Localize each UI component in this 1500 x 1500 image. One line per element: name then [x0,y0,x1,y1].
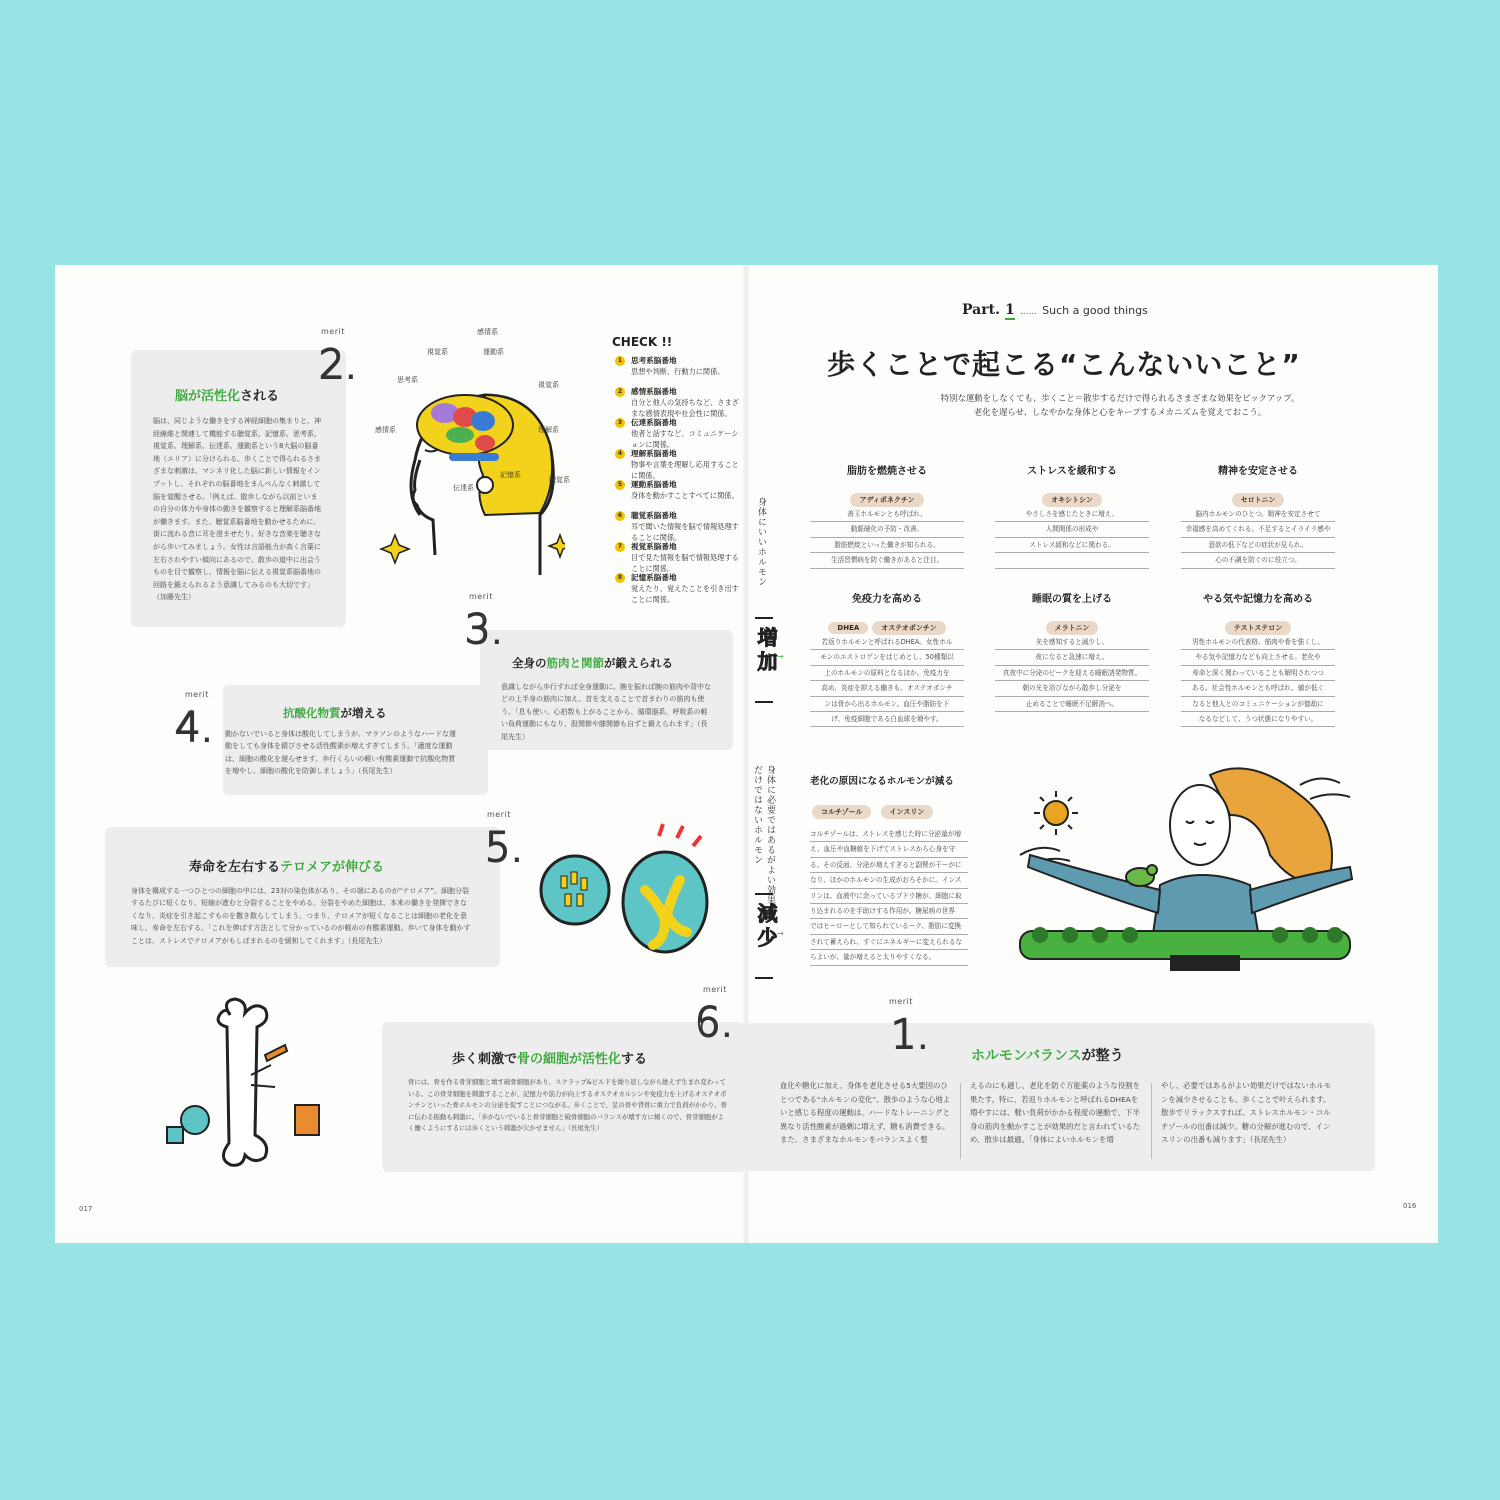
lead-text-1: 特別な運動をしなくても、歩くこと＝散歩するだけで得られるさまざまな効果をピックアップ。 [940,393,1300,403]
hormone-line [995,553,1149,568]
check-item-name: 視覚系脳番地 [631,542,677,551]
side-label-decrease-1: 身体に必要ではあるがよい効果 [765,765,775,905]
merit-6-number: 6. [695,1000,734,1046]
brain-region-label: 運動系 [483,348,504,356]
merit-1-col-2: えるのにも適し、老化を防ぐ万能薬のような役割を果たす。特に、若返りホルモンと呼ばれるDHEAを増やすには、軽い負荷がかかる程度の運動で、下半身の筋肉を動かすことが効果的だと言われているため、散歩は最適。「身体によいホルモンを増 [970,1081,1140,1145]
aging-section [810,773,970,966]
hormone-pills [992,487,1152,507]
check-item-name: 聴覚系脳番地 [631,511,677,520]
hormone-pill: DHEA [828,622,868,634]
hormone-line: 寿命と深く関わっていることも解明されつつ [1181,666,1335,681]
check-item [617,448,743,481]
sparkle-icon [381,535,565,563]
check-number-icon: 7 [615,542,625,552]
hormone-description [1181,507,1335,569]
brain-region-label: 聴覚系 [549,476,570,484]
aging-lines: コルチゾールは、ストレスを感じた時に分泌量が増 え、血圧や血糖値を下げてストレスから心身を守 る。その反面、分泌が増えすぎると副腎が干ーがに なり、ほかのホルモンの生成がおろそかに。インス リンは、血液中に余っているブドウ糖が、細胞に取 り込まれるのを手助けする作用が。糖尿病の世界 ではヒーローとして知られているーク、脂肪に変換 されて蓄えられ、すぐにエネルギーに変えられるな らよいが、量が増えると太りやすくなる。 [810,827,968,966]
hormone-title: 精神を安定させる [1218,466,1298,477]
hormone-title: やる気や記憶力を高める [1203,594,1313,605]
hormone-line: 心の不調を防ぐのに役立つ。 [1181,553,1335,568]
merit-2-label: merit [321,327,345,336]
check-number-icon: 6 [615,511,625,521]
merit-4-body: 動かないでいると身体は酸化してしまうが、マラソンのようなハードな運動をしても身体を錆びさせる活性酸素が増えすぎてしまう。「適度な運動は、細胞の酸化を遅らせます。歩行くらいの軽い有酸素運動で抗酸化物質を増やし、細胞の酸化を防御しましょう」（長尾先生） [225,730,456,776]
hormone-line: 男性ホルモンの代表格。筋肉や骨を強くし、 [1181,635,1335,650]
check-item-name: 感情系脳番地 [631,387,677,396]
merit-4-label: merit [185,690,209,699]
check-item [617,417,743,450]
hormone-description [995,635,1149,712]
side-label-decrease-2: だけではないホルモン [752,765,762,865]
brain-region-label: 感情系 [375,426,396,434]
page-title: 歩くことで起こる“こんないいこと” [827,348,1301,381]
merit-1-col-3: やし、必要ではあるがよい効果だけではないホルモンを減少させることも、歩くことで叶えられます。散歩でリラックスすれば、ストレスホルモン・コルチゾールの出番は減少。糖の分解が進むので、インスリンの出番も減ります」（長尾先生） [1161,1081,1331,1145]
hormone-line: ストレス緩和などに関わる。 [995,538,1149,553]
hormone-line: ンは骨から出るホルモン。血圧や脂肪を下 [810,697,964,712]
hormone-line: 脂肪燃焼といった働きが知られる。 [810,538,964,553]
telomere-cell-illustration [535,820,725,960]
hormone-description [1181,635,1335,727]
merit-2-title: 脳が活性化される [175,389,280,404]
page-number-left: 017 [79,1205,93,1213]
brain-region-label: 記憶系 [500,471,521,479]
check-item-desc: 身体を動かすことすべてに関係。 [631,491,739,500]
hormone-line: 意欲の低下などの症状が見られ、 [1181,538,1335,553]
check-item [617,386,743,419]
check-item-desc: 耳で聞いた情報を脳で情報処理することに関係。 [631,522,739,542]
check-item-name: 理解系脳番地 [631,449,677,458]
brain-region-label: 視覚系 [538,381,559,389]
check-number-icon: 3 [615,418,625,428]
pill-cortisol: コルチゾール [812,805,871,819]
merit-5-body: 身体を構成する一つひとつの細胞の中には、23対の染色体があり、その端にあるのが“テロメア”。細胞分裂するたびに短くなり、短縮が進むと分裂することをやめる。分裂をやめた細胞は、本来の働きを発揮できなくなり、炎症を引き起こすものを撒き散らしてしまう。つまり、テロメアが短くなることは細胞の老化を意味し、寿命を左右する。「これを伸ばす方法として分かっているのが軽めの有酸素運動。歩いて身体を動かすことは、ストレスでテロメアがもしばまれるのを緩和してくれます」（長尾先生） [131,887,471,945]
aging-title: 老化の原因になるホルモンが減る [810,776,954,787]
merit-3-number: 3. [465,607,504,653]
hormone-line: 脳内ホルモンのひとつ。精神を安定させて [1181,507,1335,522]
hormone-pills [807,615,967,635]
check-item-name: 記憶系脳番地 [631,573,677,582]
check-item-name: 伝達系脳番地 [631,418,677,427]
hormone-line: 上のホルモンの原料となるほか、免疫力を [810,666,964,681]
side-big-increase: 増加 [754,627,778,675]
hormone-line: 動脈硬化の予防・改善、 [810,522,964,537]
aging-pills [810,799,970,819]
hormone-description [810,635,964,727]
check-item [617,479,743,501]
magazine-spread [55,265,1438,1243]
check-item-desc: 自分と他人の気持ちなど、さまざまな感情表現や社会性に関係。 [631,398,739,418]
hormone-pills [1178,615,1338,635]
check-number-icon: 8 [615,573,625,583]
hormone-line: 朝の光を浴びながら散歩し分泌を [995,681,1149,696]
merit-6-title: 歩く刺激で骨の細胞が活性化する [452,1052,648,1067]
check-item-desc: 他者と話すなど、コミュニケーションに関係。 [631,429,739,449]
hormone-description [995,507,1149,569]
page-number-right: 016 [1403,1202,1417,1210]
hormone-pill: オキシトシン [1042,493,1102,507]
merit-3-title: 全身の筋肉と関節が鍛えられる [512,656,673,670]
merit-5-label: merit [487,810,511,819]
check-item [617,510,743,543]
hormone-line: 人間関係の形成や [995,522,1149,537]
merit-5-title: 寿命を左右するテロメアが伸びる [189,860,385,875]
hormone-title: 睡眠の質を上げる [1032,594,1112,605]
merit-6-body: 骨には、骨を作る骨芽細胞と壊す破骨細胞があり、スクラップ&ビルドを繰り返しながら絶えず生まれ変わっている。この骨芽細胞を刺激することが、記憶力や筋力が向上するオステオカルシンや免疫力を上げるオステオポンチンといった骨ホルモンの分泌を促すことにつながる。歩くことで、足の骨や背骨に重力で負荷がかかり、骨に伝わる振動も刺激に。「歩かないでいると骨芽細胞と破骨細胞のバランスが壊す方に傾くので、骨芽細胞がよく働くようにするには歩くという刺激が欠かせません」（長尾先生） [408,1078,727,1133]
woman-walking-illustration [1000,755,1380,975]
side-label-increase: 身体にいいホルモン [756,497,766,587]
brain-region-label: 視覚系 [427,348,448,356]
merit-4-title: 抗酸化物質が増える [283,706,387,720]
check-item [617,355,743,377]
hormone-line: げ、免疫細胞である白血球を増やす。 [810,712,964,727]
hormone-line: 若返りホルモンと呼ばれるDHEA。女性ホル [810,635,964,650]
hormone-title: 脂肪を燃焼させる [847,466,927,477]
pill-insulin: インスリン [881,805,934,819]
merit-1-title: ホルモンバランスが整う [971,1048,1124,1064]
hormone-line: モンのエストロゲンをはじめとし、50種類以 [810,650,964,665]
part-label: Part. 1 ...... Such a good things [962,302,1148,318]
brain-region-label: 伝達系 [453,484,474,492]
hormone-title: 免疫力を高める [852,594,922,605]
hormone-line: 真夜中に分泌のピークを迎える睡眠誘発物質。 [995,666,1149,681]
brain-region-label: 理解系 [538,426,559,434]
hormone-description [810,507,964,569]
hormone-line: やさしさを感じたときに増え、 [995,507,1149,522]
check-item-desc: 思想や判断、行動力に関係。 [631,367,725,376]
arrow-increase: → [777,652,784,661]
check-number-icon: 5 [615,480,625,490]
merit-4-number: 4. [175,705,214,751]
sun-icon [1034,791,1078,835]
lead-text-2: 老化を遅らせ、しなやかな身体と心をキープするメカニズムを覚えておこう。 [973,407,1267,417]
hormone-line: 生活習慣病を防ぐ働きがあると注目。 [810,553,964,568]
check-item-desc: 目で見た情報を脳で情報処理することに関係。 [631,553,739,573]
merit-5-number: 5. [485,825,524,871]
brain-region-label: 思考系 [397,376,418,384]
check-item-desc: 覚えたり、覚えたことを引き出すことに関係。 [631,584,739,604]
check-number-icon: 4 [615,449,625,459]
hormone-pills [1178,487,1338,507]
hormone-title: ストレスを緩和する [1027,466,1117,477]
hormone-pill: テストステロン [1225,621,1292,635]
hormone-line: やる気や記憶力なども向上させる。老化や [1181,650,1335,665]
check-list [613,355,743,605]
hormone-line: なるなどして、うつ状態になりやすい。 [1181,712,1335,727]
merit-1-col-1: 血化や糖化に加え、身体を老化させる5大要因のひとつである“ホルモンの変化”。散歩のような心地よいと感じる程度の運動は、ハードなトレーニングと異なり活性酸素が過剰に増えず、糖も消費できる。また、さまざまなホルモンをバランスよく整 [780,1081,951,1145]
hormone-line: ある。社会性ホルモンとも呼ばれ、値が低く [1181,681,1335,696]
brain-region-label: 感情系 [477,328,498,336]
check-item [617,541,743,574]
merit-2-number: 2. [319,342,358,388]
check-item [617,572,743,605]
check-item-name: 思考系脳番地 [631,356,677,365]
check-number-icon: 2 [615,387,625,397]
hormone-line: 高め、炎症を抑える働きも。オステオポンチ [810,681,964,696]
brain-head-illustration [365,365,565,595]
merit-6-label: merit [703,985,727,994]
hormone-pill: アディポネクチン [850,493,923,507]
hormone-line: なると他人とのコミュニケーションが億劫に [1181,697,1335,712]
side-big-decrease: 減少 [754,903,778,951]
bone-illustration [155,995,355,1170]
hormone-pill: オステオポンチン [872,621,945,635]
check-number-icon: 1 [615,356,625,366]
hormone-pill: セロトニン [1232,493,1285,507]
check-item-name: 運動系脳番地 [631,480,677,489]
merit-3-label: merit [469,592,493,601]
hormone-line: 光を感知すると減少し、 [995,635,1149,650]
merit-3-body: 意識しながら歩行すれば全身運動に。腕を振れば腕の筋肉や背中などの上半身の筋肉に加え、首を支えることで首まわりの筋肉も使う。「息も使い、心拍数も上がることから、循環器系、呼吸系の軽い負荷運動にもなり、股関節や膝関節も自ずと鍛えられます」（長尾先生） [501,683,711,741]
hormone-line: 善玉ホルモンとも呼ばれ、 [810,507,964,522]
hormone-pill: メラトニン [1046,621,1099,635]
merit-2-body: 脳は、同じような働きをする神経細胞の集まりと、神経線維と関連して機能する聴覚系、記憶系、思考系、視覚系、理解系、伝達系、運動系という8大脳の脳番地（エリア）に分けられる。歩くことで得られるさまざまな刺激は、マンネリ化した脳に新しい情報をインプットし、それぞれの脳番地をまんべんなく刺激して脳を覚醒させる。「例えば、散歩しながら以前といまの自分の体力や身体の動きを観察すると理解系脳番地が働きます。また、聴覚系脳番地を動かせるために、街に流れる音に耳を澄ませたり、好きな音楽を聴きながら歩いてみましょう。女性は言語能力が高く言葉に左右されやすい傾向にあるので、散歩の道中に出会うものを目で観察し、情報を脳に伝える視覚系脳番地の回路を鍛えられるよう意識してみるのも大切です」（加藤先生） [153,417,321,602]
hormone-pills [807,487,967,507]
hormone-line: 夜になると急速に増え、 [995,650,1149,665]
merit-1-number: 1. [891,1012,930,1058]
arrow-decrease: → [777,929,784,938]
check-title: CHECK !! [612,335,673,349]
hormone-line: 幸福感を高めてくれる。不足するとイライラ感や [1181,522,1335,537]
merit-1-label: merit [889,997,913,1006]
hormone-line: 止めることで睡眠不足解消へ。 [995,697,1149,712]
check-item-desc: 物事や言葉を理解し応用することに関係。 [631,460,739,480]
hormone-pills [992,615,1152,635]
bird-icon [1126,865,1157,886]
